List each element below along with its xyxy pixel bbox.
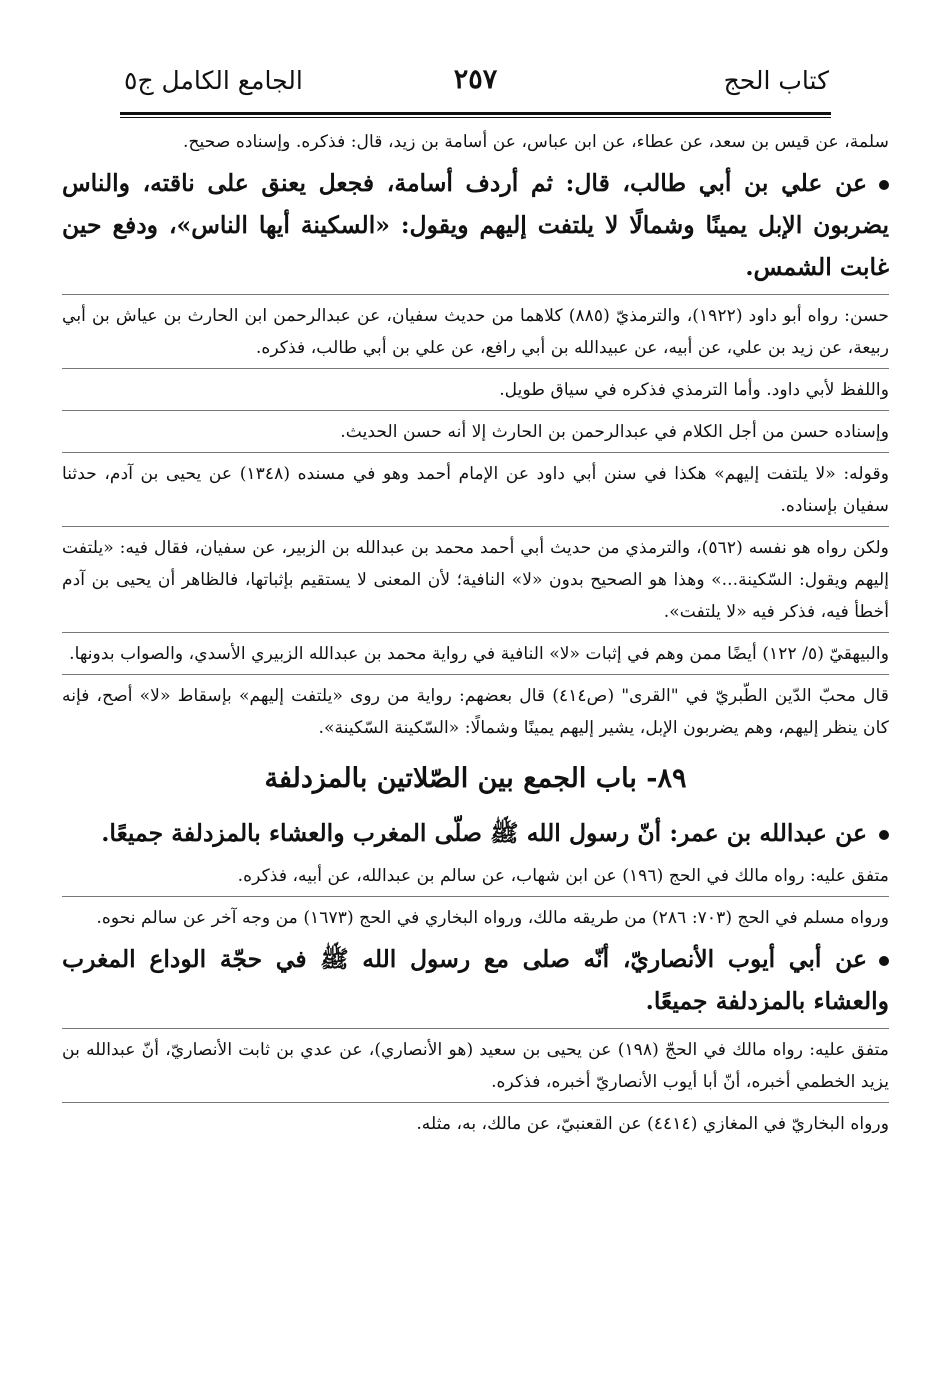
hadith-1-text: عن علي بن أبي طالب، قال: ثم أردف أسامة، فجعل يعنق على ناقته، والناس يضربون الإبل يمينًا وشمالًا لا يلتفت إليهم ويقول: «السكينة أيها الناس»، ودفع حين غابت الشمس. [62,169,889,281]
header-rule [120,112,831,115]
divider [62,410,889,411]
note-5: ولكن رواه هو نفسه (٥٦٢)، والترمذي من حديث أبي أحمد محمد بن عبدالله بن الزبير، عن سفيان، فقال فيه: «يلتفت إليهم ويقول: السّكينة...» وهذا هو الصحيح بدون «لا» النافية؛ لأن المعنى لا يستقيم بإثباتها، فالظاهر أن يحيى بن آدم أخطأ فيه، فذكر فيه «لا يلتفت». [62,538,889,622]
divider [62,674,889,675]
note-3: وإسناده حسن من أجل الكلام في عبدالرحمن بن الحارث إلا أنه حسن الحديث. [340,422,889,442]
note-8: متفق عليه: رواه مالك في الحج (١٩٦) عن ابن شهاب، عن سالم بن عبدالله، عن أبيه، فذكره. [237,866,889,886]
hadith-2-text: عن عبدالله بن عمر: أنّ رسول الله ﷺ صلّى المغرب والعشاء بالمزدلفة جميعًا. [101,819,867,847]
hadith-3-text: عن أبي أيوب الأنصاريّ، أنّه صلى مع رسول الله ﷺ في حجّة الوداع المغرب والعشاء بالمزدلفة جميعًا. [62,945,889,1015]
book-title: الجامع الكامل ج٥ [124,66,303,95]
note-11: ورواه البخاريّ في المغازي (٤٤١٤) عن القعنبيّ، عن مالك، به، مثله. [416,1114,889,1134]
divider [62,1102,889,1103]
divider [62,294,889,295]
note-6: والبيهقيّ (٥/ ١٢٢) أيضًا ممن وهم في إثبات «لا» النافية في رواية محمد بن عبدالله الزبيري الأسدي، والصواب بدونها. [69,644,889,664]
divider [62,1028,889,1029]
book-section-title: كتاب الحج [723,66,829,95]
note-9: ورواه مسلم في الحج (٧٠٣: ٢٨٦) من طريقه مالك، ورواه البخاري في الحج (١٦٧٣) من وجه آخر عن سالم نحوه. [96,908,889,928]
divider [62,526,889,527]
chapter-title: ٨٩- باب الجمع بين الصّلاتين بالمزدلفة [264,763,687,794]
page-number: ٢٥٧ [453,64,498,95]
header-rule-thin [120,117,831,118]
hadith-1 [62,162,889,288]
divider [62,632,889,633]
page-content [62,118,889,1140]
divider [62,368,889,369]
hadith-3 [62,938,889,1022]
divider [62,896,889,897]
bullet-icon [879,180,889,190]
intro-line: سلمة، عن قيس بن سعد، عن عطاء، عن ابن عباس، عن أسامة بن زيد، قال: فذكره. وإسناده صحيح. [183,132,889,152]
bullet-icon [879,956,889,966]
note-10: متفق عليه: رواه مالك في الحجّ (١٩٨) عن يحيى بن سعيد (هو الأنصاري)، عن عدي بن ثابت الأنصاريّ، أنّ عبدالله بن يزيد الخطمي أخبره، أنّ أبا أيوب الأنصاريّ أخبره، فذكره. [62,1040,889,1092]
page-header [62,0,889,118]
note-7: قال محبّ الدّين الطّبريّ في "القرى" (ص٤١٤) قال بعضهم: رواية من روى «يلتفت إليهم» بإسقاط «لا» أصح، فإنه كان ينظر إليهم، وهم يضربون الإبل، يشير إليهم يمينًا وشمالًا: «السّكينة السّكينة». [62,686,890,738]
bullet-icon [879,830,889,840]
note-1: حسن: رواه أبو داود (١٩٢٢)، والترمذيّ (٨٨٥) كلاهما من حديث سفيان، عن عبدالرحمن ابن الحارث بن عياش بن أبي ربيعة، عن زيد بن علي، عن أبيه، عن عبيدالله بن أبي رافع، عن علي بن أبي طالب، فذكره. [62,306,889,358]
note-4: وقوله: «لا يلتفت إليهم» هكذا في سنن أبي داود عن الإمام أحمد وهو في مسنده (١٣٤٨) عن يحيى بن آدم، حدثنا سفيان بإسناده. [62,464,889,516]
hadith-2 [62,812,889,854]
divider [62,452,889,453]
note-2: واللفظ لأبي داود. وأما الترمذي فذكره في سياق طويل. [499,380,889,400]
